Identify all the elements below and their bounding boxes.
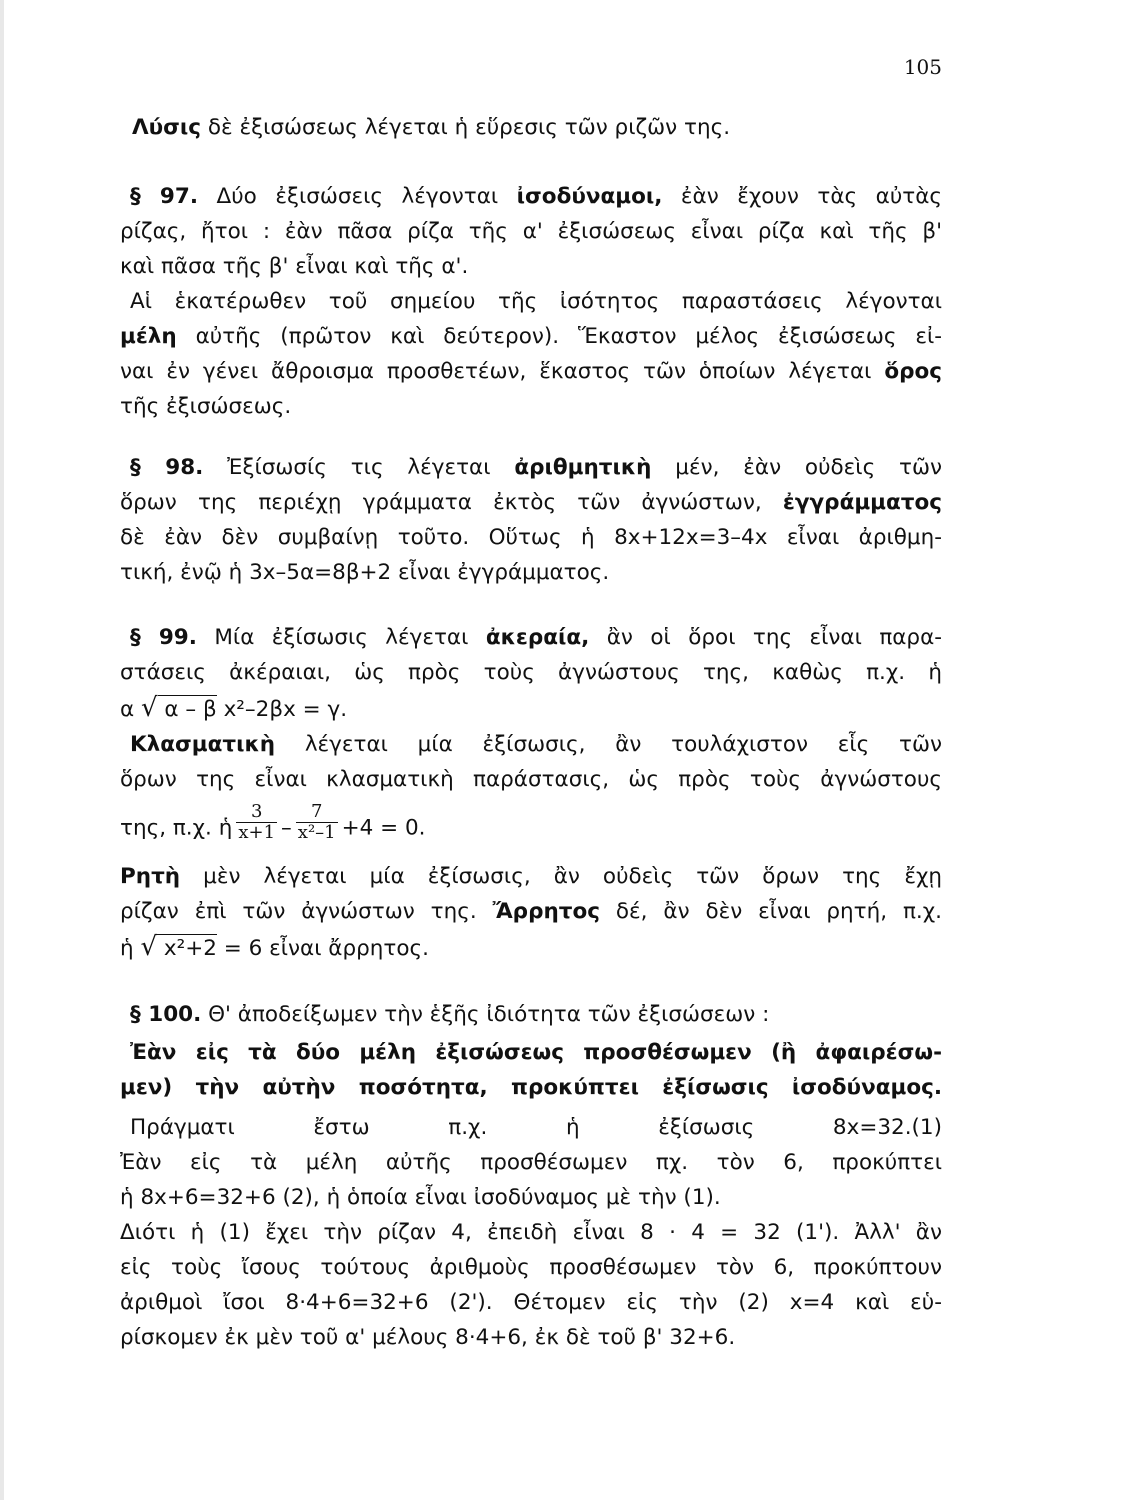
text-line: [130, 453, 942, 483]
text-line: ἀριθμοὶ ἴσοι 8·4+6=32+6 (2'). Θέτομεν εἰς τὴν (2) x=4 καὶ εὑ-: [120, 1290, 942, 1315]
text-line: ρίσκομεν ἐκ μὲν τοῦ α' μέλους 8·4+6, ἐκ δὲ τοῦ β' 32+6.: [120, 1325, 736, 1350]
text-line: τική, ἐνῷ ἡ 3x–5α=8β+2 εἶναι ἐγγράμματος.: [120, 560, 610, 585]
text-span: ἡ: [120, 936, 141, 961]
theorem-text: Ἐὰν εἰς τὰ δύο μέλη ἐξισώσεως προσθέσωμεν (ἢ ἀφαιρέσω-: [130, 1040, 942, 1065]
text-line: στάσεις ἀκέραιαι, ὡς πρὸς τοὺς ἀγνώστους της, καθὼς π.χ. ἡ: [120, 660, 942, 685]
text-span: ὅρων της περιέχῃ γράμματα ἐκτὸς τῶν ἀγνώστων,: [120, 490, 783, 515]
text-line: Ἐὰν εἰς τὰ μέλη αὐτῆς προσθέσωμεν πχ. τὸν 6, προκύπτει: [120, 1150, 942, 1175]
section-99: § 99.: [130, 625, 197, 650]
term-klasmatiki: Κλασματικὴ: [130, 732, 276, 757]
text-span: της, π.χ. ἡ: [120, 815, 233, 841]
text-line: ρίζας, ἤτοι : ἐὰν πᾶσα ρίζα τῆς α' ἐξισώσεως εἶναι ρίζα καὶ τῆς β': [120, 219, 942, 244]
text-span: +4 = 0.: [341, 815, 426, 841]
term-eggrammatos: ἐγγράμματος: [782, 490, 942, 515]
text-line: ὅρων της εἶναι κλασματικὴ παράστασις, ὡς πρὸς τοὺς ἀγνώστους: [120, 767, 942, 792]
text-line: [130, 182, 942, 212]
text-span: μὲν λέγεται μία ἐξίσωσις, ἂν οὐδεὶς τῶν ὅρων της ἔχῃ: [180, 864, 942, 889]
text-span: = 6 εἶναι ἄρρητος.: [216, 936, 429, 961]
text-line: [132, 113, 942, 143]
text-span: δέ, ἂν δὲν εἶναι ρητή, π.χ.: [600, 899, 942, 924]
text-span: ρίζαν ἐπὶ τῶν ἀγνώστων της.: [120, 899, 493, 924]
text-span: μέν, ἐὰν οὐδεὶς τῶν: [651, 455, 942, 480]
fraction: [236, 802, 277, 843]
section-97: § 97.: [130, 184, 199, 209]
text-line: [120, 488, 942, 518]
text-line: Διότι ἡ (1) ἔχει τὴν ρίζαν 4, ἐπειδὴ εἶναι 8 · 4 = 32 (1'). Ἀλλ' ἂν: [120, 1220, 942, 1245]
text-line: καὶ πᾶσα τῆς β' εἶναι καὶ τῆς α'.: [120, 254, 469, 279]
minus-sign: –: [281, 815, 292, 841]
math-line: [120, 693, 942, 725]
text-line: [120, 357, 942, 387]
term-akeraia: ἀκεραία,: [485, 625, 590, 650]
text-span: Ἐξίσωσίς τις λέγεται: [203, 455, 515, 480]
radicand: x²+2: [157, 936, 217, 961]
text-line: τῆς ἐξισώσεως.: [120, 394, 292, 419]
text-line: εἰς τοὺς ἴσους τούτους ἀριθμοὺς προσθέσωμεν τὸν 6, προκύπτουν: [120, 1255, 942, 1280]
text-span: Μία ἐξίσωσις λέγεται: [196, 625, 486, 650]
text-line: [120, 862, 942, 892]
term-lysis: Λύσις: [132, 115, 202, 140]
text-span: ναι ἐν γένει ἄθροισμα προσθετέων, ἕκαστος τῶν ὁποίων λέγεται: [120, 359, 885, 384]
denominator: x+1: [238, 822, 276, 843]
text-span: α: [120, 697, 142, 722]
term-arithmitiki: ἀριθμητικὴ: [514, 455, 652, 480]
text-span: Δύο ἐξισώσεις λέγονται: [198, 184, 517, 209]
text-span: Πράγματι ἔστω π.χ. ἡ ἐξίσωσις 8x=32.: [130, 1115, 912, 1140]
text-span: λέγεται μία ἐξίσωσις, ἂν τουλάχιστον εἷς τῶν: [275, 732, 942, 757]
math-line: [120, 801, 942, 849]
binding-shadow: [0, 0, 4, 1500]
math-line: [120, 932, 942, 964]
theorem-line: [120, 1073, 942, 1103]
fraction: [296, 802, 338, 843]
text-line: [130, 1000, 942, 1030]
theorem-text: μεν) τὴν αὐτὴν ποσότητα, προκύπτει ἐξίσωσις ἰσοδύναμος.: [120, 1075, 942, 1100]
text-span: x²–2βx = γ.: [216, 697, 348, 722]
term-isodynamoi: ἰσοδύναμοι,: [516, 184, 663, 209]
text-line: ἡ 8x+6=32+6 (2), ἡ ὁποία εἶναι ἰσοδύναμος μὲ τὴν (1).: [120, 1185, 721, 1210]
term-meli: μέλη: [120, 324, 177, 349]
text-span: αὐτῆς (πρῶτον καὶ δεύτερον). Ἕκαστον μέλος ἐξισώσεως εἰ-: [176, 324, 942, 349]
book-page: [120, 0, 942, 1500]
text-span: δὲ ἐξισώσεως λέγεται ἡ εὕρεσις τῶν ριζῶν της.: [201, 115, 731, 140]
text-line: [130, 623, 942, 653]
section-100: § 100.: [130, 1002, 202, 1027]
section-98: § 98.: [130, 455, 204, 480]
text-line: [120, 322, 942, 352]
text-line: Αἱ ἑκατέρωθεν τοῦ σημείου τῆς ἰσότητος παραστάσεις λέγονται: [130, 289, 942, 314]
term-oros: ὅρος: [884, 359, 942, 384]
text-span: ἂν οἱ ὅροι της εἶναι παρα-: [589, 625, 943, 650]
sqrt-symbol: √: [140, 932, 158, 962]
text-span: ἐὰν ἔχουν τὰς αὐτὰς: [662, 184, 943, 209]
text-line: [130, 730, 942, 760]
numerator: 3: [250, 801, 263, 822]
theorem-line: [130, 1038, 942, 1068]
equation-number: (1): [911, 1115, 942, 1140]
term-riti: Ρητὴ: [120, 864, 181, 889]
page-number: 105: [903, 55, 942, 79]
text-span: Θ' ἀποδείξωμεν τὴν ἑξῆς ἰδιότητα τῶν ἐξισώσεων :: [201, 1002, 770, 1027]
term-arritos: Ἄρρητος: [492, 899, 601, 924]
numerator: 7: [310, 801, 323, 822]
text-line: δὲ ἐὰν δὲν συμβαίνῃ τοῦτο. Οὕτως ἡ 8x+12x=3–4x εἶναι ἀριθμη-: [120, 525, 942, 550]
text-line: [130, 1113, 942, 1143]
text-line: [120, 897, 942, 927]
denominator: x²–1: [297, 822, 336, 843]
radicand: α – β: [157, 697, 217, 722]
sqrt-symbol: √: [141, 693, 158, 723]
